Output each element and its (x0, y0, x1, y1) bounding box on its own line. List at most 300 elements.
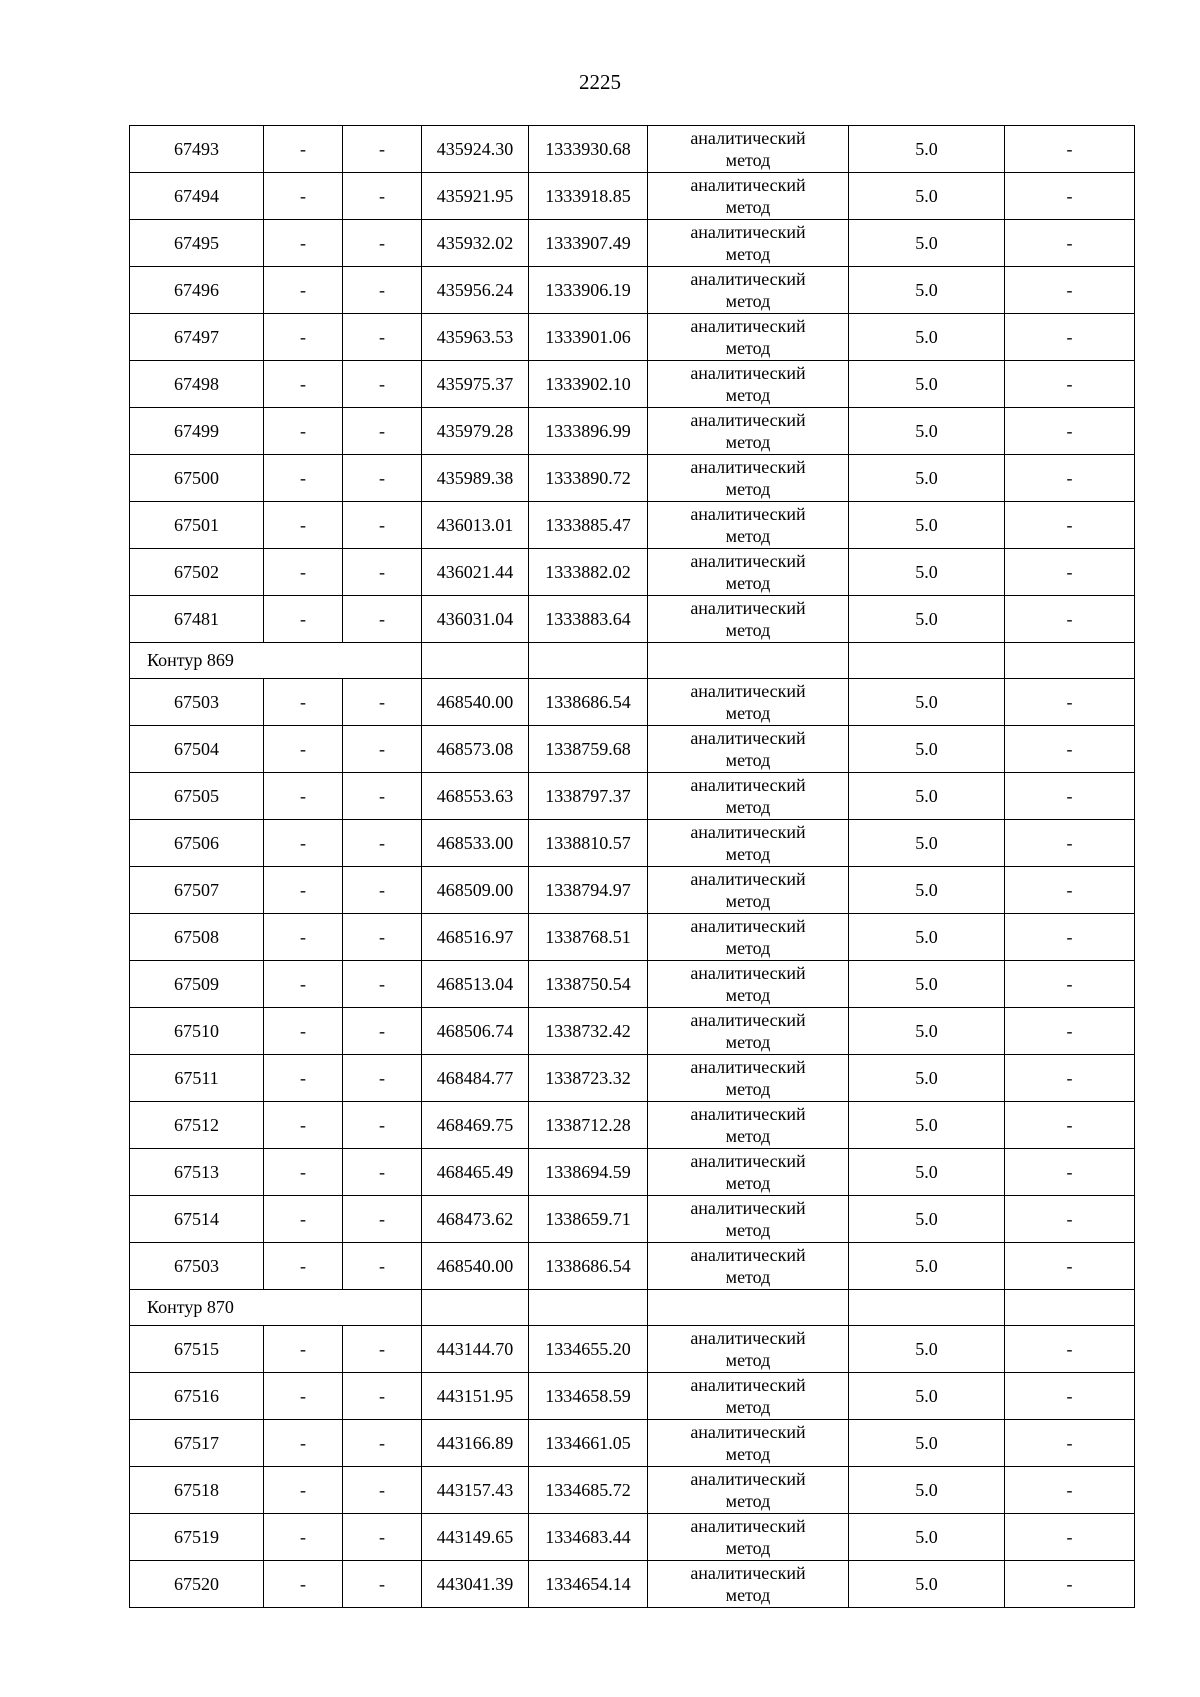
method-line-2: метод (725, 1585, 771, 1605)
table-row (130, 408, 1135, 455)
empty-y-cell: - (343, 267, 422, 314)
empty-cell (648, 643, 849, 679)
x-coordinate-cell: 468509.00 (422, 867, 529, 914)
description-cell: - (1005, 549, 1135, 596)
x-coordinate-cell: 443151.95 (422, 1373, 529, 1420)
x-coordinate-cell: 435975.37 (422, 361, 529, 408)
method-line-2: метод (725, 985, 771, 1005)
method-line-1: аналитический (690, 410, 806, 430)
description-cell: - (1005, 1055, 1135, 1102)
x-coordinate-cell: 435921.95 (422, 173, 529, 220)
description-cell: - (1005, 1514, 1135, 1561)
empty-x-cell: - (264, 502, 343, 549)
method-line-1: аналитический (690, 728, 806, 748)
description-cell: - (1005, 1196, 1135, 1243)
description-cell: - (1005, 1373, 1135, 1420)
method-line-2: метод (725, 291, 771, 311)
description-cell: - (1005, 220, 1135, 267)
empty-x-cell: - (264, 1326, 343, 1373)
accuracy-cell: 5.0 (849, 1467, 1005, 1514)
method-line-2: метод (725, 1491, 771, 1511)
empty-y-cell: - (343, 679, 422, 726)
empty-x-cell: - (264, 773, 343, 820)
method-cell (648, 408, 849, 455)
x-coordinate-cell: 468516.97 (422, 914, 529, 961)
x-coordinate-cell: 468540.00 (422, 1243, 529, 1290)
description-cell: - (1005, 1467, 1135, 1514)
method-line-1: аналитический (690, 363, 806, 383)
point-number-cell: 67498 (130, 361, 264, 408)
y-coordinate-cell: 1338723.32 (529, 1055, 648, 1102)
point-number-cell: 67514 (130, 1196, 264, 1243)
point-number-cell: 67503 (130, 1243, 264, 1290)
point-number-cell: 67502 (130, 549, 264, 596)
description-cell: - (1005, 773, 1135, 820)
accuracy-cell: 5.0 (849, 596, 1005, 643)
empty-x-cell: - (264, 1149, 343, 1196)
empty-x-cell: - (264, 220, 343, 267)
method-cell (648, 173, 849, 220)
y-coordinate-cell: 1338686.54 (529, 1243, 648, 1290)
description-cell: - (1005, 914, 1135, 961)
method-line-2: метод (725, 844, 771, 864)
y-coordinate-cell: 1334654.14 (529, 1561, 648, 1608)
contour-header-row (130, 643, 1135, 679)
x-coordinate-cell: 436031.04 (422, 596, 529, 643)
y-coordinate-cell: 1333896.99 (529, 408, 648, 455)
method-line-1: аналитический (690, 1469, 806, 1489)
method-line-1: аналитический (690, 869, 806, 889)
method-line-2: метод (725, 573, 771, 593)
accuracy-cell: 5.0 (849, 408, 1005, 455)
method-line-1: аналитический (690, 1328, 806, 1348)
method-cell (648, 455, 849, 502)
method-line-1: аналитический (690, 681, 806, 701)
empty-cell (529, 643, 648, 679)
empty-x-cell: - (264, 126, 343, 173)
empty-y-cell: - (343, 1326, 422, 1373)
method-line-1: аналитический (690, 1057, 806, 1077)
point-number-cell: 67501 (130, 502, 264, 549)
y-coordinate-cell: 1338732.42 (529, 1008, 648, 1055)
empty-y-cell: - (343, 1008, 422, 1055)
accuracy-cell: 5.0 (849, 1326, 1005, 1373)
description-cell: - (1005, 726, 1135, 773)
point-number-cell: 67497 (130, 314, 264, 361)
empty-y-cell: - (343, 549, 422, 596)
empty-x-cell: - (264, 1514, 343, 1561)
x-coordinate-cell: 435979.28 (422, 408, 529, 455)
x-coordinate-cell: 443166.89 (422, 1420, 529, 1467)
method-line-2: метод (725, 1350, 771, 1370)
empty-y-cell: - (343, 502, 422, 549)
empty-y-cell: - (343, 820, 422, 867)
accuracy-cell: 5.0 (849, 1514, 1005, 1561)
description-cell: - (1005, 1149, 1135, 1196)
x-coordinate-cell: 468553.63 (422, 773, 529, 820)
empty-y-cell: - (343, 961, 422, 1008)
accuracy-cell: 5.0 (849, 1102, 1005, 1149)
method-line-1: аналитический (690, 1516, 806, 1536)
empty-x-cell: - (264, 914, 343, 961)
empty-y-cell: - (343, 408, 422, 455)
table-row (130, 596, 1135, 643)
accuracy-cell: 5.0 (849, 820, 1005, 867)
point-number-cell: 67516 (130, 1373, 264, 1420)
method-cell (648, 1008, 849, 1055)
accuracy-cell: 5.0 (849, 773, 1005, 820)
y-coordinate-cell: 1333930.68 (529, 126, 648, 173)
accuracy-cell: 5.0 (849, 1561, 1005, 1608)
point-number-cell: 67513 (130, 1149, 264, 1196)
point-number-cell: 67511 (130, 1055, 264, 1102)
method-line-2: метод (725, 1444, 771, 1464)
x-coordinate-cell: 443041.39 (422, 1561, 529, 1608)
y-coordinate-cell: 1338659.71 (529, 1196, 648, 1243)
accuracy-cell: 5.0 (849, 220, 1005, 267)
empty-x-cell: - (264, 455, 343, 502)
method-cell (648, 502, 849, 549)
method-cell (648, 1196, 849, 1243)
method-line-2: метод (725, 1397, 771, 1417)
empty-x-cell: - (264, 1102, 343, 1149)
table-row (130, 1420, 1135, 1467)
table-row (130, 1561, 1135, 1608)
x-coordinate-cell: 468540.00 (422, 679, 529, 726)
x-coordinate-cell: 443157.43 (422, 1467, 529, 1514)
description-cell: - (1005, 408, 1135, 455)
description-cell: - (1005, 173, 1135, 220)
table-row (130, 1243, 1135, 1290)
y-coordinate-cell: 1333918.85 (529, 173, 648, 220)
empty-y-cell: - (343, 220, 422, 267)
point-number-cell: 67500 (130, 455, 264, 502)
empty-y-cell: - (343, 1243, 422, 1290)
method-cell (648, 679, 849, 726)
y-coordinate-cell: 1338759.68 (529, 726, 648, 773)
empty-x-cell: - (264, 596, 343, 643)
method-line-1: аналитический (690, 504, 806, 524)
method-cell (648, 1326, 849, 1373)
empty-cell (529, 1290, 648, 1326)
method-cell (648, 914, 849, 961)
point-number-cell: 67499 (130, 408, 264, 455)
empty-x-cell: - (264, 867, 343, 914)
description-cell: - (1005, 1008, 1135, 1055)
point-number-cell: 67509 (130, 961, 264, 1008)
accuracy-cell: 5.0 (849, 314, 1005, 361)
accuracy-cell: 5.0 (849, 1008, 1005, 1055)
accuracy-cell: 5.0 (849, 549, 1005, 596)
empty-y-cell: - (343, 1149, 422, 1196)
y-coordinate-cell: 1333883.64 (529, 596, 648, 643)
method-line-2: метод (725, 526, 771, 546)
empty-cell (648, 1290, 849, 1326)
empty-y-cell: - (343, 1420, 422, 1467)
empty-cell (1005, 1290, 1135, 1326)
table-row (130, 173, 1135, 220)
point-number-cell: 67495 (130, 220, 264, 267)
y-coordinate-cell: 1338712.28 (529, 1102, 648, 1149)
method-line-1: аналитический (690, 222, 806, 242)
method-line-2: метод (725, 891, 771, 911)
empty-cell (849, 1290, 1005, 1326)
empty-cell (849, 643, 1005, 679)
y-coordinate-cell: 1338768.51 (529, 914, 648, 961)
x-coordinate-cell: 468473.62 (422, 1196, 529, 1243)
method-line-2: метод (725, 197, 771, 217)
y-coordinate-cell: 1333890.72 (529, 455, 648, 502)
method-line-1: аналитический (690, 1245, 806, 1265)
empty-y-cell: - (343, 726, 422, 773)
empty-y-cell: - (343, 1102, 422, 1149)
y-coordinate-cell: 1338797.37 (529, 773, 648, 820)
y-coordinate-cell: 1334683.44 (529, 1514, 648, 1561)
x-coordinate-cell: 443144.70 (422, 1326, 529, 1373)
accuracy-cell: 5.0 (849, 1420, 1005, 1467)
accuracy-cell: 5.0 (849, 679, 1005, 726)
method-cell (648, 314, 849, 361)
x-coordinate-cell: 468484.77 (422, 1055, 529, 1102)
method-line-2: метод (725, 150, 771, 170)
point-number-cell: 67507 (130, 867, 264, 914)
method-line-2: метод (725, 244, 771, 264)
empty-x-cell: - (264, 361, 343, 408)
y-coordinate-cell: 1334655.20 (529, 1326, 648, 1373)
coordinates-table (129, 125, 1135, 1608)
description-cell: - (1005, 361, 1135, 408)
method-cell (648, 1243, 849, 1290)
table-row (130, 502, 1135, 549)
method-line-2: метод (725, 938, 771, 958)
empty-cell (422, 643, 529, 679)
empty-cell (1005, 643, 1135, 679)
method-cell (648, 1373, 849, 1420)
empty-y-cell: - (343, 867, 422, 914)
method-line-1: аналитический (690, 916, 806, 936)
method-line-2: метод (725, 750, 771, 770)
method-cell (648, 726, 849, 773)
description-cell: - (1005, 1102, 1135, 1149)
y-coordinate-cell: 1333882.02 (529, 549, 648, 596)
table-row (130, 914, 1135, 961)
empty-x-cell: - (264, 679, 343, 726)
method-cell (648, 820, 849, 867)
table-row (130, 773, 1135, 820)
method-cell (648, 361, 849, 408)
table-row (130, 1373, 1135, 1420)
table-row (130, 1514, 1135, 1561)
method-line-2: метод (725, 479, 771, 499)
method-line-1: аналитический (690, 1010, 806, 1030)
contour-header-row (130, 1290, 1135, 1326)
method-line-1: аналитический (690, 1375, 806, 1395)
description-cell: - (1005, 679, 1135, 726)
accuracy-cell: 5.0 (849, 455, 1005, 502)
method-line-1: аналитический (690, 269, 806, 289)
accuracy-cell: 5.0 (849, 267, 1005, 314)
method-line-1: аналитический (690, 1151, 806, 1171)
table-row (130, 126, 1135, 173)
empty-x-cell: - (264, 1467, 343, 1514)
method-line-2: метод (725, 797, 771, 817)
method-line-2: метод (725, 1126, 771, 1146)
method-cell (648, 1420, 849, 1467)
method-cell (648, 126, 849, 173)
method-line-1: аналитический (690, 963, 806, 983)
empty-x-cell: - (264, 267, 343, 314)
point-number-cell: 67493 (130, 126, 264, 173)
point-number-cell: 67510 (130, 1008, 264, 1055)
table-row (130, 867, 1135, 914)
method-line-1: аналитический (690, 1422, 806, 1442)
method-line-2: метод (725, 338, 771, 358)
description-cell: - (1005, 1561, 1135, 1608)
empty-y-cell: - (343, 1055, 422, 1102)
empty-x-cell: - (264, 1196, 343, 1243)
method-line-1: аналитический (690, 1563, 806, 1583)
accuracy-cell: 5.0 (849, 1149, 1005, 1196)
accuracy-cell: 5.0 (849, 173, 1005, 220)
method-cell (648, 220, 849, 267)
method-cell (648, 773, 849, 820)
method-line-1: аналитический (690, 457, 806, 477)
point-number-cell: 67503 (130, 679, 264, 726)
x-coordinate-cell: 468573.08 (422, 726, 529, 773)
method-cell (648, 596, 849, 643)
description-cell: - (1005, 1243, 1135, 1290)
page-number: 2225 (579, 70, 621, 94)
empty-x-cell: - (264, 1373, 343, 1420)
empty-y-cell: - (343, 914, 422, 961)
table-row (130, 455, 1135, 502)
empty-y-cell: - (343, 1467, 422, 1514)
description-cell: - (1005, 1326, 1135, 1373)
description-cell: - (1005, 314, 1135, 361)
empty-x-cell: - (264, 961, 343, 1008)
method-line-2: метод (725, 1173, 771, 1193)
table-row (130, 961, 1135, 1008)
method-cell (648, 267, 849, 314)
x-coordinate-cell: 436021.44 (422, 549, 529, 596)
contour-label: Контур 870 (130, 1290, 422, 1326)
empty-y-cell: - (343, 1373, 422, 1420)
empty-y-cell: - (343, 455, 422, 502)
empty-x-cell: - (264, 1420, 343, 1467)
accuracy-cell: 5.0 (849, 1055, 1005, 1102)
accuracy-cell: 5.0 (849, 726, 1005, 773)
y-coordinate-cell: 1333901.06 (529, 314, 648, 361)
method-cell (648, 1055, 849, 1102)
x-coordinate-cell: 468469.75 (422, 1102, 529, 1149)
accuracy-cell: 5.0 (849, 361, 1005, 408)
method-line-1: аналитический (690, 316, 806, 336)
x-coordinate-cell: 435989.38 (422, 455, 529, 502)
accuracy-cell: 5.0 (849, 961, 1005, 1008)
table-row (130, 1196, 1135, 1243)
point-number-cell: 67518 (130, 1467, 264, 1514)
method-line-1: аналитический (690, 1104, 806, 1124)
point-number-cell: 67508 (130, 914, 264, 961)
contour-label: Контур 869 (130, 643, 422, 679)
table-row (130, 820, 1135, 867)
method-line-2: метод (725, 1079, 771, 1099)
empty-y-cell: - (343, 773, 422, 820)
x-coordinate-cell: 443149.65 (422, 1514, 529, 1561)
empty-cell (422, 1290, 529, 1326)
table-row (130, 1326, 1135, 1373)
method-line-2: метод (725, 385, 771, 405)
empty-x-cell: - (264, 549, 343, 596)
accuracy-cell: 5.0 (849, 867, 1005, 914)
method-line-1: аналитический (690, 1198, 806, 1218)
x-coordinate-cell: 435932.02 (422, 220, 529, 267)
method-cell (648, 961, 849, 1008)
x-coordinate-cell: 468513.04 (422, 961, 529, 1008)
description-cell: - (1005, 961, 1135, 1008)
x-coordinate-cell: 468465.49 (422, 1149, 529, 1196)
point-number-cell: 67515 (130, 1326, 264, 1373)
empty-y-cell: - (343, 1514, 422, 1561)
empty-y-cell: - (343, 126, 422, 173)
description-cell: - (1005, 502, 1135, 549)
table-row (130, 1008, 1135, 1055)
accuracy-cell: 5.0 (849, 1373, 1005, 1420)
accuracy-cell: 5.0 (849, 1243, 1005, 1290)
method-line-1: аналитический (690, 551, 806, 571)
point-number-cell: 67520 (130, 1561, 264, 1608)
table-row (130, 1102, 1135, 1149)
y-coordinate-cell: 1333907.49 (529, 220, 648, 267)
y-coordinate-cell: 1334685.72 (529, 1467, 648, 1514)
y-coordinate-cell: 1334658.59 (529, 1373, 648, 1420)
y-coordinate-cell: 1338810.57 (529, 820, 648, 867)
x-coordinate-cell: 468533.00 (422, 820, 529, 867)
point-number-cell: 67504 (130, 726, 264, 773)
method-cell (648, 1102, 849, 1149)
table-row (130, 679, 1135, 726)
method-line-2: метод (725, 1032, 771, 1052)
method-line-2: метод (725, 620, 771, 640)
table-row (130, 726, 1135, 773)
table-row (130, 1467, 1135, 1514)
point-number-cell: 67517 (130, 1420, 264, 1467)
description-cell: - (1005, 596, 1135, 643)
point-number-cell: 67519 (130, 1514, 264, 1561)
description-cell: - (1005, 267, 1135, 314)
description-cell: - (1005, 1420, 1135, 1467)
y-coordinate-cell: 1333902.10 (529, 361, 648, 408)
method-line-1: аналитический (690, 775, 806, 795)
method-line-2: метод (725, 1220, 771, 1240)
table-row (130, 267, 1135, 314)
empty-x-cell: - (264, 314, 343, 361)
point-number-cell: 67506 (130, 820, 264, 867)
empty-x-cell: - (264, 173, 343, 220)
method-cell (648, 1514, 849, 1561)
empty-x-cell: - (264, 1561, 343, 1608)
method-cell (648, 1561, 849, 1608)
method-cell (648, 867, 849, 914)
accuracy-cell: 5.0 (849, 126, 1005, 173)
description-cell: - (1005, 455, 1135, 502)
point-number-cell: 67494 (130, 173, 264, 220)
table-row (130, 314, 1135, 361)
accuracy-cell: 5.0 (849, 914, 1005, 961)
table-row (130, 549, 1135, 596)
method-line-2: метод (725, 432, 771, 452)
empty-y-cell: - (343, 314, 422, 361)
